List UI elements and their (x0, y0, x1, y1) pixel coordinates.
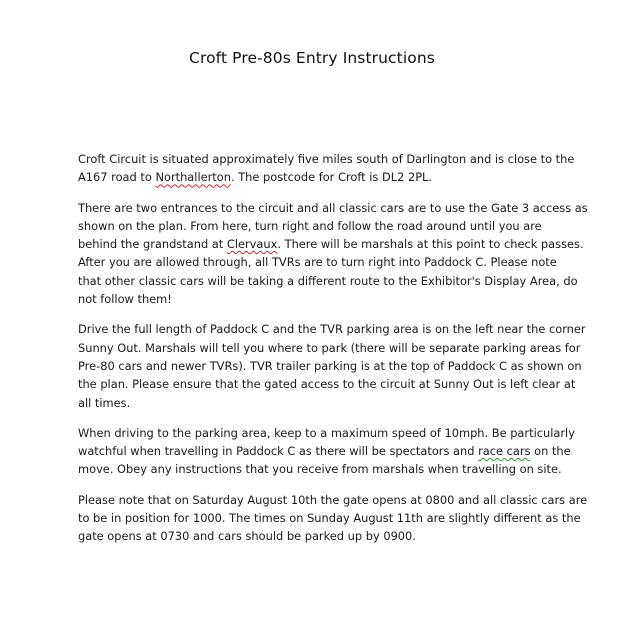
text-segment: watchful when travelling in Paddock C as there will be spectators and (78, 444, 479, 459)
text-segment: on the (530, 444, 571, 459)
document-body (78, 150, 588, 558)
paragraph (78, 320, 586, 411)
text-line (78, 357, 582, 375)
text-line (78, 150, 575, 168)
paragraph (78, 491, 588, 546)
paragraph (78, 150, 575, 187)
text-segment: the plan. Please ensure that the gated access to the circuit at Sunny Out is left clear at (78, 377, 576, 392)
text-line (78, 491, 588, 509)
paragraph (78, 199, 588, 309)
text-segment: behind the grandstand at (78, 237, 227, 252)
text-line (78, 527, 540, 545)
paragraph (78, 424, 575, 479)
text-segment: Pre-80 cars and newer TVRs). TVR trailer parking is at the top of Paddock C as shown on (78, 358, 582, 373)
text-line (78, 339, 581, 357)
spelling-flagged-word: Northallerton (155, 170, 231, 185)
text-line (78, 168, 540, 186)
text-segment: not follow them! (78, 292, 172, 307)
text-segment: move. Obey any instructions that you receive from marshals when travelling on site. (78, 462, 562, 477)
text-segment: to be in position for 1000. The times on Sunday August 11th are slightly different as the (78, 511, 581, 526)
text-segment: that other classic cars will be taking a different route to the Exhibitor's Display Area, do (78, 273, 578, 288)
text-line (78, 460, 562, 478)
text-segment: gate opens at 0730 and cars should be parked up by 0900. (78, 529, 416, 544)
text-segment: shown on the plan. From here, turn right and follow the road around until you are (78, 218, 542, 233)
grammar-flagged-word: race cars (478, 444, 531, 459)
text-segment: A167 road to (78, 170, 156, 185)
text-line (78, 199, 588, 217)
text-segment: . The postcode for Croft is DL2 2PL. (230, 170, 433, 185)
document-title: Croft Pre-80s Entry Instructions (189, 49, 435, 67)
text-line (78, 442, 571, 460)
spelling-flagged-word: Clervaux (226, 237, 278, 252)
text-segment: After you are allowed through, all TVRs are to turn right into Paddock C. Please note (78, 255, 557, 270)
text-line (78, 217, 540, 235)
text-segment: When driving to the parking area, keep to a maximum speed of 10mph. Be particularly (78, 425, 575, 440)
text-line (78, 253, 557, 271)
text-segment: There are two entrances to the circuit and all classic cars are to use the Gate 3 access as (78, 200, 588, 215)
text-line (78, 272, 578, 290)
text-segment: Croft Circuit is situated approximately five miles south of Darlington and is close to the (78, 152, 575, 166)
text-segment: . There will be marshals at this point to check passes. (277, 237, 584, 252)
text-line (78, 509, 581, 527)
text-line (78, 235, 584, 253)
text-line (78, 320, 586, 338)
text-line (78, 290, 540, 308)
text-line (78, 424, 575, 442)
text-segment: Drive the full length of Paddock C and the TVR parking area is on the left near the corner (78, 322, 586, 337)
text-segment: all times. (78, 395, 131, 410)
text-segment: Please note that on Saturday August 10th the gate opens at 0800 and all classic cars are (78, 492, 588, 507)
text-line (78, 375, 576, 393)
text-segment: Sunny Out. Marshals will tell you where to park (there will be separate parking areas for (78, 340, 581, 355)
text-line (78, 394, 540, 412)
